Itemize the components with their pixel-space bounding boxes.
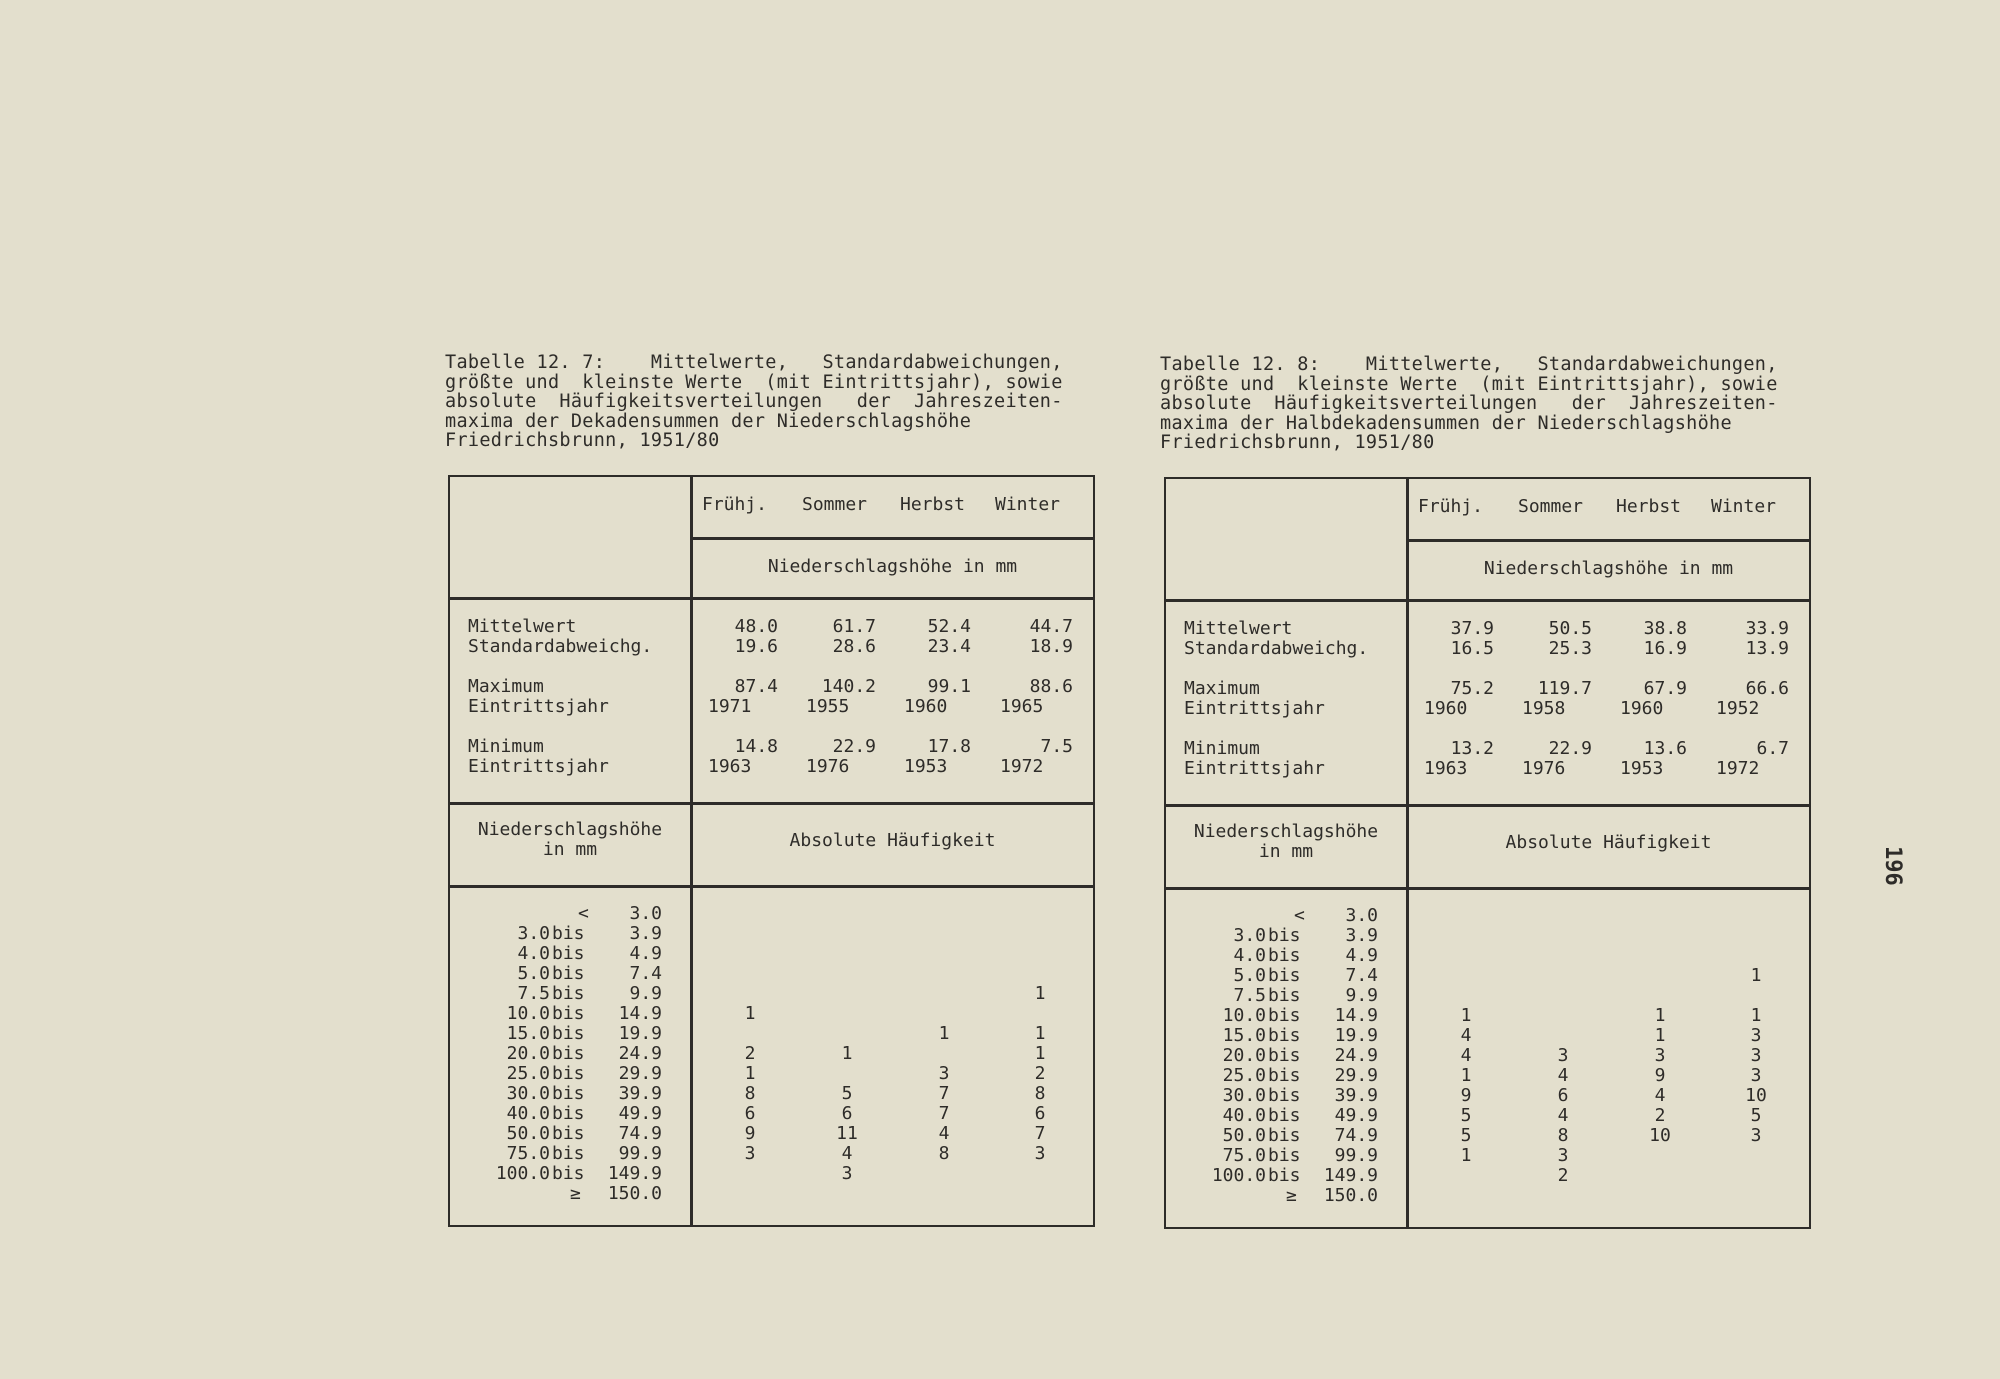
unit-header: Niederschlagshöhe in mm: [767, 556, 1018, 577]
frequency-value: 9: [1654, 1065, 1666, 1086]
class-to: 49.9: [618, 1103, 662, 1124]
class-to: 150.0: [607, 1183, 662, 1204]
stat-value: 1953: [904, 756, 948, 777]
frequency-value: 3: [1034, 1143, 1046, 1164]
class-op: bis: [1268, 945, 1301, 966]
class-to: 3.9: [629, 923, 662, 944]
class-to: 7.4: [1345, 965, 1378, 986]
column-divider: [690, 477, 693, 1225]
frequency-value: 2: [744, 1043, 756, 1064]
frequency-value: 4: [1557, 1065, 1569, 1086]
stat-value: 61.7: [832, 616, 876, 637]
class-to: 7.4: [629, 963, 662, 984]
class-to: 150.0: [1323, 1185, 1378, 1206]
table-caption: Tabelle 12. 8: Mittelwerte, Standardabweichungen, größte und kleinste Werte (mit Eintrittsjahr), sowie absolute Häufigkeitsverteilungen der Jahreszeiten- maxima der Halbdekadensummen der Niederschlagshöhe Friedrichsbrunn, 1951/80: [1160, 354, 1778, 453]
stat-value: 1960: [1424, 698, 1468, 719]
frequency-value: 6: [1557, 1085, 1569, 1106]
class-from: 7.5: [517, 983, 550, 1004]
stat-value: 25.3: [1548, 638, 1592, 659]
class-op: bis: [1268, 925, 1301, 946]
class-to: 3.0: [629, 903, 662, 924]
frequency-value: 1: [1034, 1043, 1046, 1064]
class-from: 75.0: [506, 1143, 550, 1164]
class-from: 25.0: [506, 1063, 550, 1084]
frequency-value: 3: [1750, 1065, 1762, 1086]
stat-value: 13.9: [1745, 638, 1789, 659]
stat-value: 18.9: [1029, 636, 1073, 657]
frequency-value: 1: [1460, 1145, 1472, 1166]
stat-value: 119.7: [1537, 678, 1592, 699]
class-from: 100.0: [495, 1163, 550, 1184]
class-from: 3.0: [1233, 925, 1266, 946]
class-to: 9.9: [629, 983, 662, 1004]
frequency-value: 10: [1649, 1125, 1671, 1146]
season-header: Winter: [995, 494, 1061, 515]
class-to: 29.9: [618, 1063, 662, 1084]
stat-value: 44.7: [1029, 616, 1073, 637]
class-op: bis: [552, 943, 585, 964]
class-op: bis: [552, 983, 585, 1004]
class-from: 7.5: [1233, 985, 1266, 1006]
stat-value: 23.4: [927, 636, 971, 657]
stat-value: 1965: [1000, 696, 1044, 717]
frequency-value: 1: [1460, 1005, 1472, 1026]
class-to: 24.9: [618, 1043, 662, 1064]
stat-value: 1958: [1522, 698, 1566, 719]
class-from: 40.0: [506, 1103, 550, 1124]
frequency-value: 7: [1034, 1123, 1046, 1144]
class-op: bis: [552, 963, 585, 984]
frequency-value: 3: [1654, 1045, 1666, 1066]
class-to: 99.9: [618, 1143, 662, 1164]
class-op: bis: [552, 1083, 585, 1104]
frequency-value: 8: [938, 1143, 950, 1164]
stat-value: 1976: [1522, 758, 1566, 779]
class-from: 5.0: [1233, 965, 1266, 986]
class-op: bis: [1268, 1145, 1301, 1166]
stat-label: Standardabweichg.: [468, 636, 653, 657]
class-to: 14.9: [1334, 1005, 1378, 1026]
frequency-value: 6: [744, 1103, 756, 1124]
stat-value: 1953: [1620, 758, 1664, 779]
class-op: ≥: [1286, 1185, 1297, 1206]
frequency-value: 10: [1745, 1085, 1767, 1106]
class-from: 3.0: [517, 923, 550, 944]
frequency-value: 3: [1557, 1045, 1569, 1066]
class-from: 30.0: [1222, 1085, 1266, 1106]
frequency-value: 3: [841, 1163, 853, 1184]
stat-label: Mittelwert: [468, 616, 577, 637]
stat-label: Minimum: [468, 736, 544, 757]
class-op: bis: [552, 1103, 585, 1124]
class-op: bis: [552, 1043, 585, 1064]
class-to: 74.9: [618, 1123, 662, 1144]
frequency-value: 1: [1460, 1065, 1472, 1086]
frequency-value: 1: [938, 1023, 950, 1044]
season-header: Frühj.: [702, 494, 768, 515]
row-divider: [450, 597, 1093, 600]
frequency-value: 8: [744, 1083, 756, 1104]
season-header: Winter: [1711, 496, 1777, 517]
class-to: 149.9: [607, 1163, 662, 1184]
class-from: 50.0: [506, 1123, 550, 1144]
stat-value: 13.6: [1643, 738, 1687, 759]
stat-value: 28.6: [832, 636, 876, 657]
frequency-value: 1: [1654, 1025, 1666, 1046]
class-op: bis: [552, 923, 585, 944]
frequency-value: 1: [1750, 965, 1762, 986]
stat-value: 88.6: [1029, 676, 1073, 697]
season-header: Herbst: [900, 494, 966, 515]
stat-label: Maximum: [1184, 678, 1260, 699]
stat-label: Eintrittsjahr: [468, 756, 609, 777]
stat-value: 38.8: [1643, 618, 1687, 639]
frequency-value: 4: [1654, 1085, 1666, 1106]
freq-label: in mm: [1258, 841, 1314, 862]
frequency-value: 4: [841, 1143, 853, 1164]
frequency-value: 1: [744, 1063, 756, 1084]
class-to: 19.9: [1334, 1025, 1378, 1046]
class-op: bis: [552, 1163, 585, 1184]
stat-value: 16.9: [1643, 638, 1687, 659]
season-header: Frühj.: [1418, 496, 1484, 517]
class-from: 4.0: [517, 943, 550, 964]
stat-value: 87.4: [734, 676, 778, 697]
class-from: 20.0: [1222, 1045, 1266, 1066]
stat-value: 37.9: [1450, 618, 1494, 639]
class-to: 39.9: [618, 1083, 662, 1104]
stat-value: 1971: [708, 696, 752, 717]
stat-value: 50.5: [1548, 618, 1592, 639]
class-from: 15.0: [506, 1023, 550, 1044]
class-op: bis: [1268, 1005, 1301, 1026]
class-from: 4.0: [1233, 945, 1266, 966]
stat-value: 1952: [1716, 698, 1760, 719]
stat-value: 48.0: [734, 616, 778, 637]
row-divider: [1166, 804, 1809, 807]
class-to: 99.9: [1334, 1145, 1378, 1166]
stat-value: 1963: [708, 756, 752, 777]
row-divider: [1166, 599, 1809, 602]
row-divider: [450, 885, 1093, 888]
class-to: 149.9: [1323, 1165, 1378, 1186]
unit-header: Niederschlagshöhe in mm: [1483, 558, 1734, 579]
frequency-value: 11: [836, 1123, 858, 1144]
frequency-value: 5: [1460, 1105, 1472, 1126]
data-table: [1164, 477, 1811, 1229]
class-op: bis: [1268, 1165, 1301, 1186]
stat-value: 140.2: [821, 676, 876, 697]
frequency-value: 3: [744, 1143, 756, 1164]
stat-label: Minimum: [1184, 738, 1260, 759]
class-op: bis: [552, 1123, 585, 1144]
frequency-value: 1: [744, 1003, 756, 1024]
stat-value: 6.7: [1756, 738, 1789, 759]
stat-value: 22.9: [1548, 738, 1592, 759]
row-divider: [690, 537, 1093, 540]
class-from: 30.0: [506, 1083, 550, 1104]
stat-value: 7.5: [1040, 736, 1073, 757]
stat-label: Maximum: [468, 676, 544, 697]
class-op: bis: [552, 1003, 585, 1024]
class-op: bis: [552, 1063, 585, 1084]
freq-label: in mm: [542, 839, 598, 860]
class-op: bis: [1268, 1045, 1301, 1066]
frequency-value: 6: [1034, 1103, 1046, 1124]
class-from: 50.0: [1222, 1125, 1266, 1146]
class-from: 100.0: [1211, 1165, 1266, 1186]
frequency-value: 2: [1557, 1165, 1569, 1186]
stat-value: 1960: [1620, 698, 1664, 719]
frequency-value: 5: [1460, 1125, 1472, 1146]
class-op: ≥: [570, 1183, 581, 1204]
season-header: Sommer: [1518, 496, 1584, 517]
stat-value: 14.8: [734, 736, 778, 757]
data-table: [448, 475, 1095, 1227]
row-divider: [1406, 539, 1809, 542]
freq-header: Absolute Häufigkeit: [789, 830, 996, 851]
class-op: bis: [1268, 1125, 1301, 1146]
frequency-value: 4: [1460, 1045, 1472, 1066]
frequency-value: 3: [1750, 1025, 1762, 1046]
class-from: 15.0: [1222, 1025, 1266, 1046]
stat-value: 52.4: [927, 616, 971, 637]
class-to: 29.9: [1334, 1065, 1378, 1086]
class-op: bis: [1268, 965, 1301, 986]
stat-value: 1976: [806, 756, 850, 777]
class-to: 74.9: [1334, 1125, 1378, 1146]
stat-value: 22.9: [832, 736, 876, 757]
stat-value: 33.9: [1745, 618, 1789, 639]
frequency-value: 3: [1750, 1045, 1762, 1066]
frequency-value: 9: [744, 1123, 756, 1144]
stat-value: 99.1: [927, 676, 971, 697]
frequency-value: 3: [938, 1063, 950, 1084]
class-op: bis: [552, 1023, 585, 1044]
class-to: 9.9: [1345, 985, 1378, 1006]
frequency-value: 4: [1460, 1025, 1472, 1046]
class-from: 40.0: [1222, 1105, 1266, 1126]
class-to: 4.9: [629, 943, 662, 964]
stat-value: 19.6: [734, 636, 778, 657]
frequency-value: 2: [1034, 1063, 1046, 1084]
class-op: <: [1294, 905, 1305, 926]
class-op: bis: [1268, 1085, 1301, 1106]
stat-label: Standardabweichg.: [1184, 638, 1369, 659]
frequency-value: 1: [1034, 1023, 1046, 1044]
frequency-value: 5: [841, 1083, 853, 1104]
frequency-value: 8: [1557, 1125, 1569, 1146]
class-to: 3.9: [1345, 925, 1378, 946]
frequency-value: 8: [1034, 1083, 1046, 1104]
frequency-value: 7: [938, 1103, 950, 1124]
class-from: 20.0: [506, 1043, 550, 1064]
class-from: 5.0: [517, 963, 550, 984]
season-header: Herbst: [1616, 496, 1682, 517]
frequency-value: 2: [1654, 1105, 1666, 1126]
stat-value: 75.2: [1450, 678, 1494, 699]
class-to: 39.9: [1334, 1085, 1378, 1106]
frequency-value: 7: [938, 1083, 950, 1104]
stat-value: 66.6: [1745, 678, 1789, 699]
stat-value: 1972: [1000, 756, 1044, 777]
class-op: <: [578, 903, 589, 924]
stat-value: 67.9: [1643, 678, 1687, 699]
stat-label: Eintrittsjahr: [1184, 698, 1325, 719]
row-divider: [450, 802, 1093, 805]
frequency-value: 4: [1557, 1105, 1569, 1126]
class-from: 75.0: [1222, 1145, 1266, 1166]
class-to: 4.9: [1345, 945, 1378, 966]
page-number: 196: [1880, 846, 1905, 886]
stat-value: 13.2: [1450, 738, 1494, 759]
column-divider: [1406, 479, 1409, 1227]
frequency-value: 9: [1460, 1085, 1472, 1106]
class-op: bis: [1268, 1025, 1301, 1046]
freq-label: Niederschlagshöhe: [477, 819, 663, 840]
stat-value: 17.8: [927, 736, 971, 757]
stat-value: 16.5: [1450, 638, 1494, 659]
class-to: 24.9: [1334, 1045, 1378, 1066]
frequency-value: 1: [1654, 1005, 1666, 1026]
table-caption: Tabelle 12. 7: Mittelwerte, Standardabweichungen, größte und kleinste Werte (mit Eintrittsjahr), sowie absolute Häufigkeitsverteilungen der Jahreszeiten- maxima der Dekadensummen der Niederschlagshöhe Friedrichsbrunn, 1951/80: [445, 352, 1063, 451]
stat-value: 1955: [806, 696, 850, 717]
class-op: bis: [1268, 1105, 1301, 1126]
stat-label: Eintrittsjahr: [1184, 758, 1325, 779]
class-from: 25.0: [1222, 1065, 1266, 1086]
class-to: 19.9: [618, 1023, 662, 1044]
frequency-value: 1: [1034, 983, 1046, 1004]
frequency-value: 1: [1750, 1005, 1762, 1026]
frequency-value: 3: [1750, 1125, 1762, 1146]
stat-value: 1963: [1424, 758, 1468, 779]
class-op: bis: [1268, 1065, 1301, 1086]
row-divider: [1166, 887, 1809, 890]
stat-label: Eintrittsjahr: [468, 696, 609, 717]
class-op: bis: [552, 1143, 585, 1164]
class-op: bis: [1268, 985, 1301, 1006]
frequency-value: 5: [1750, 1105, 1762, 1126]
class-to: 14.9: [618, 1003, 662, 1024]
stat-value: 1960: [904, 696, 948, 717]
freq-label: Niederschlagshöhe: [1193, 821, 1379, 842]
frequency-value: 3: [1557, 1145, 1569, 1166]
stat-label: Mittelwert: [1184, 618, 1293, 639]
class-to: 3.0: [1345, 905, 1378, 926]
stat-value: 1972: [1716, 758, 1760, 779]
season-header: Sommer: [802, 494, 868, 515]
frequency-value: 6: [841, 1103, 853, 1124]
class-to: 49.9: [1334, 1105, 1378, 1126]
class-from: 10.0: [506, 1003, 550, 1024]
frequency-value: 4: [938, 1123, 950, 1144]
freq-header: Absolute Häufigkeit: [1505, 832, 1712, 853]
frequency-value: 1: [841, 1043, 853, 1064]
class-from: 10.0: [1222, 1005, 1266, 1026]
